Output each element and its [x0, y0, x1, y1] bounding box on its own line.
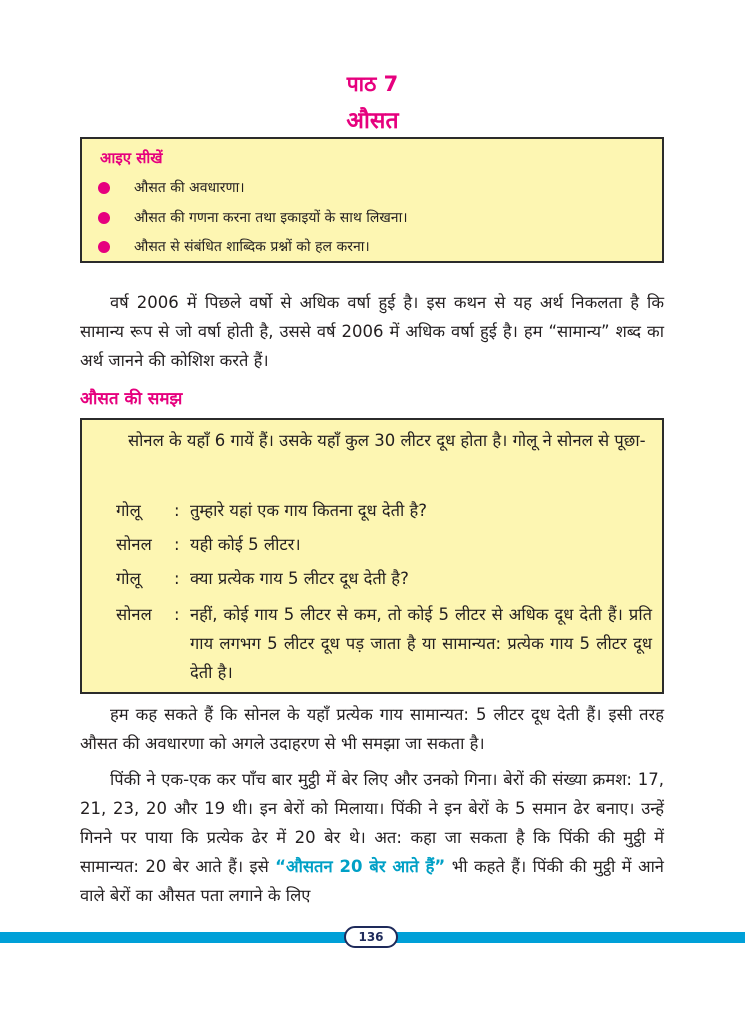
- paragraph-3: [80, 765, 664, 910]
- learning-objectives-box: [80, 137, 664, 263]
- dialogue-line: नहीं, कोई गाय 5 लीटर से कम, तो कोई 5 लीटर से अधिक दूध देती हैं। प्रति गाय लगभग 5 लीटर दूध पड़ जाता है या सामान्यत: प्रत्येक गाय 5 लीटर दूध देती है।: [190, 605, 652, 682]
- bullet-icon: [98, 241, 110, 253]
- dialogue-colon: :: [174, 569, 180, 588]
- dialogue-line: यही कोई 5 लीटर।: [190, 535, 301, 554]
- objective-text: औसत की अवधारणा।: [134, 180, 245, 196]
- paragraph-3-text-b: भी कहते हैं। पिंकी की मुट्ठी में आने वाले बेरों का औसत पता लगाने के लिए: [80, 857, 664, 905]
- paragraph-2-text: हम कह सकते हैं कि सोनल के यहाँ प्रत्येक गाय सामान्यत: 5 लीटर दूध देती हैं। इसी तरह औसत की अवधारणा को अगले उदाहरण से भी समझा जा सकता है।: [80, 705, 664, 753]
- section-heading: औसत की समझ: [80, 389, 183, 409]
- intro-paragraph: [80, 288, 664, 375]
- intro-paragraph-text: वर्ष 2006 में पिछले वर्षो से अधिक वर्षा हुई है। इस कथन से यह अर्थ निकलता है कि सामान्य रूप से जो वर्षा होती है, उससे वर्ष 2006 में अधिक वर्षा हुई है। हम “सामान्य” शब्द का अर्थ जानने की कोशिश करते हैं।: [80, 293, 664, 370]
- lesson-number: पाठ 7: [346, 72, 399, 96]
- highlight-phrase: “औसतन 20 बेर आते हैं”: [275, 857, 446, 876]
- objective-text: औसत की गणना करना तथा इकाइयों के साथ लिखना।: [134, 210, 408, 226]
- dialogue-speaker: गोलू: [116, 569, 141, 588]
- objective-item: [82, 235, 662, 261]
- objectives-heading: आइए सीखें: [100, 149, 163, 167]
- page-title: औसत: [346, 108, 399, 134]
- dialogue-colon: :: [174, 501, 180, 520]
- dialogue-line: तुम्हारे यहां एक गाय कितना दूध देती है?: [190, 501, 428, 520]
- paragraph-2: [80, 700, 664, 758]
- story-intro: [88, 426, 654, 455]
- bullet-icon: [98, 212, 110, 224]
- paragraph-3-text-a: पिंकी ने एक-एक कर पाँच बार मुट्ठी में बेर लिए और उनको गिना। बेरों की संख्या क्रमश: 17, 21, 23, 20 और 19 थी। इन बेरों को मिलाया। पिंकी ने इन बेरों के 5 समान ढेर बनाए। उन्हें गिनने पर पाया कि प्रत्येक ढेर में 20 बेर थे। अत: कहा जा सकता है कि पिंकी की मुट्ठी में सामान्यत: 20 बेर आते हैं। इसे: [80, 770, 664, 876]
- story-box: [80, 418, 664, 694]
- dialogue-speaker: सोनल: [116, 605, 152, 624]
- page-number: 136: [344, 926, 398, 948]
- objective-item: [82, 206, 662, 232]
- dialogue-colon: :: [174, 535, 180, 554]
- objective-text: औसत से संबंधित शाब्दिक प्रश्नों को हल करना।: [134, 239, 370, 255]
- dialogue-line: क्या प्रत्येक गाय 5 लीटर दूध देती है?: [190, 569, 409, 588]
- dialogue-speaker: सोनल: [116, 535, 152, 554]
- story-intro-text: सोनल के यहाँ 6 गायें हैं। उसके यहाँ कुल 30 लीटर दूध होता है। गोलू ने सोनल से पूछा-: [128, 431, 646, 450]
- dialogue-speaker: गोलू: [116, 501, 141, 520]
- objective-item: [82, 176, 662, 202]
- dialogue-colon: :: [174, 605, 180, 624]
- bullet-icon: [98, 182, 110, 194]
